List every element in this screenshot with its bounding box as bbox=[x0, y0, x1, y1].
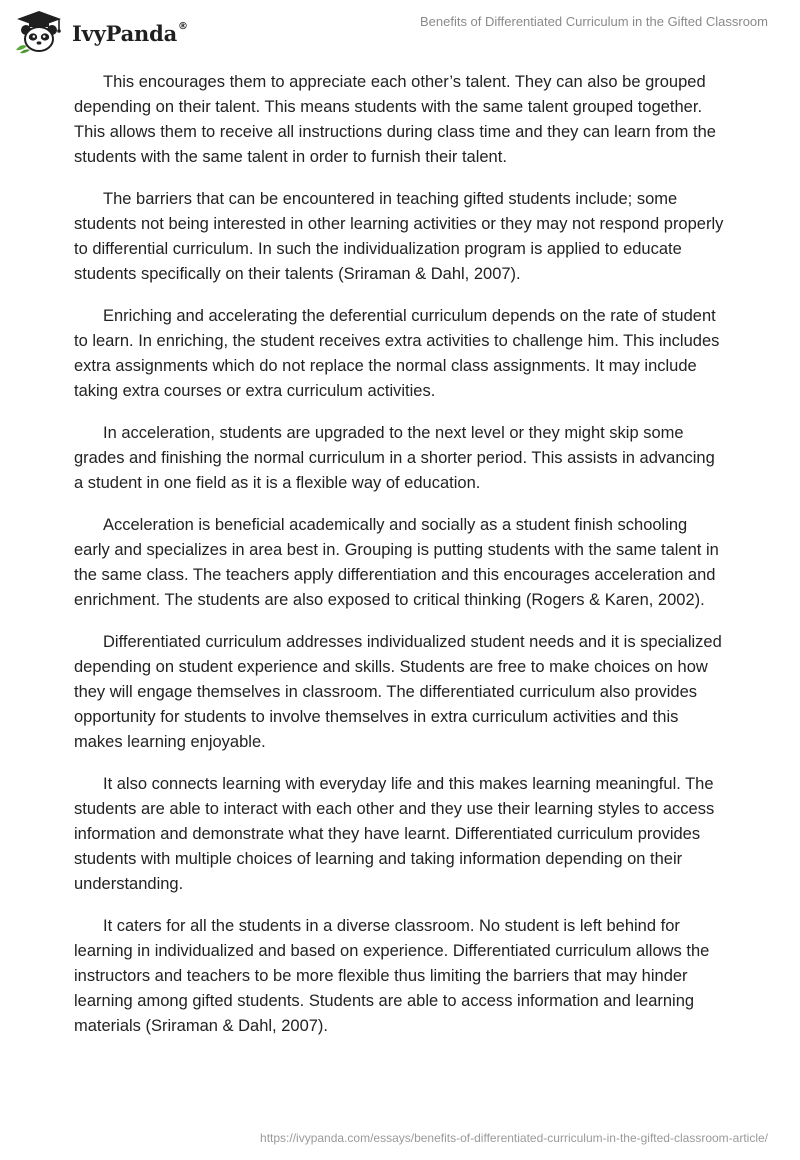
paragraph: The barriers that can be encountered in teaching gifted students include; some students not being interested in other learning activities or they may not respond properly to differential curriculum. In such the individualization program is applied to educate students specifically on their talents (Sriraman & Dahl, 2007). bbox=[74, 190, 724, 283]
source-url-link[interactable]: https://ivypanda.com/essays/benefits-of-differentiated-curriculum-in-the-gifted-classroom-article/ bbox=[260, 1131, 768, 1145]
ivypanda-logo[interactable] bbox=[12, 10, 188, 54]
brand-name bbox=[72, 21, 188, 46]
paragraph: It caters for all the students in a diverse classroom. No student is left behind for learning in individualized and based on experience. Differentiated curriculum allows the instructors and teachers to be more flexible thus limiting the barriers that may hinder learning among gifted students. Students are able to access information and learning materials (Sriraman & Dahl, 2007). bbox=[74, 917, 710, 1035]
paragraph: Acceleration is beneficial academically and socially as a student finish schooling early and specializes in area best in. Grouping is putting students with the same talent in the same class. The teachers apply differentiation and this encourages acceleration and enrichment. The students are also exposed to critical thinking (Rogers & Karen, 2002). bbox=[74, 516, 719, 609]
page-header bbox=[0, 0, 800, 60]
paragraph: This encourages them to appreciate each other’s talent. They can also be grouped depending on their talent. This means students with the same talent grouped together. This allows them to receive all instructions during class time and they can learn from the students with the same talent in order to furnish their talent. bbox=[74, 73, 716, 166]
document-title: Benefits of Differentiated Curriculum in the Gifted Classroom bbox=[419, 14, 768, 29]
paragraph: In acceleration, students are upgraded to the next level or they might skip some grades and finishing the normal curriculum in a shorter period. This assists in advancing a student in one field as it is a flexible way of education. bbox=[74, 424, 715, 492]
panda-logo-icon bbox=[12, 10, 66, 54]
paragraph: Enriching and accelerating the deferential curriculum depends on the rate of student to learn. In enriching, the student receives extra activities to challenge him. This includes extra assignments which do not replace the normal class assignments. It may include taking extra courses or extra curriculum activities. bbox=[74, 307, 720, 400]
paragraph: It also connects learning with everyday life and this makes learning meaningful. The students are able to interact with each other and they use their learning styles to access information and demonstrate what they have learnt. Differentiated curriculum provides students with multiple choices of learning and taking information depending on their understanding. bbox=[74, 775, 715, 893]
essay-body bbox=[74, 70, 724, 1056]
brand-name-text: IvyPanda bbox=[72, 20, 178, 46]
registered-mark: ® bbox=[178, 20, 188, 32]
paragraph: Differentiated curriculum addresses individualized student needs and it is specialized depending on student experience and skills. Students are free to make choices on how they will engage themselves in classroom. The differentiated curriculum also provides opportunity for students to involve themselves in extra curriculum activities and this makes learning enjoyable. bbox=[74, 633, 722, 751]
